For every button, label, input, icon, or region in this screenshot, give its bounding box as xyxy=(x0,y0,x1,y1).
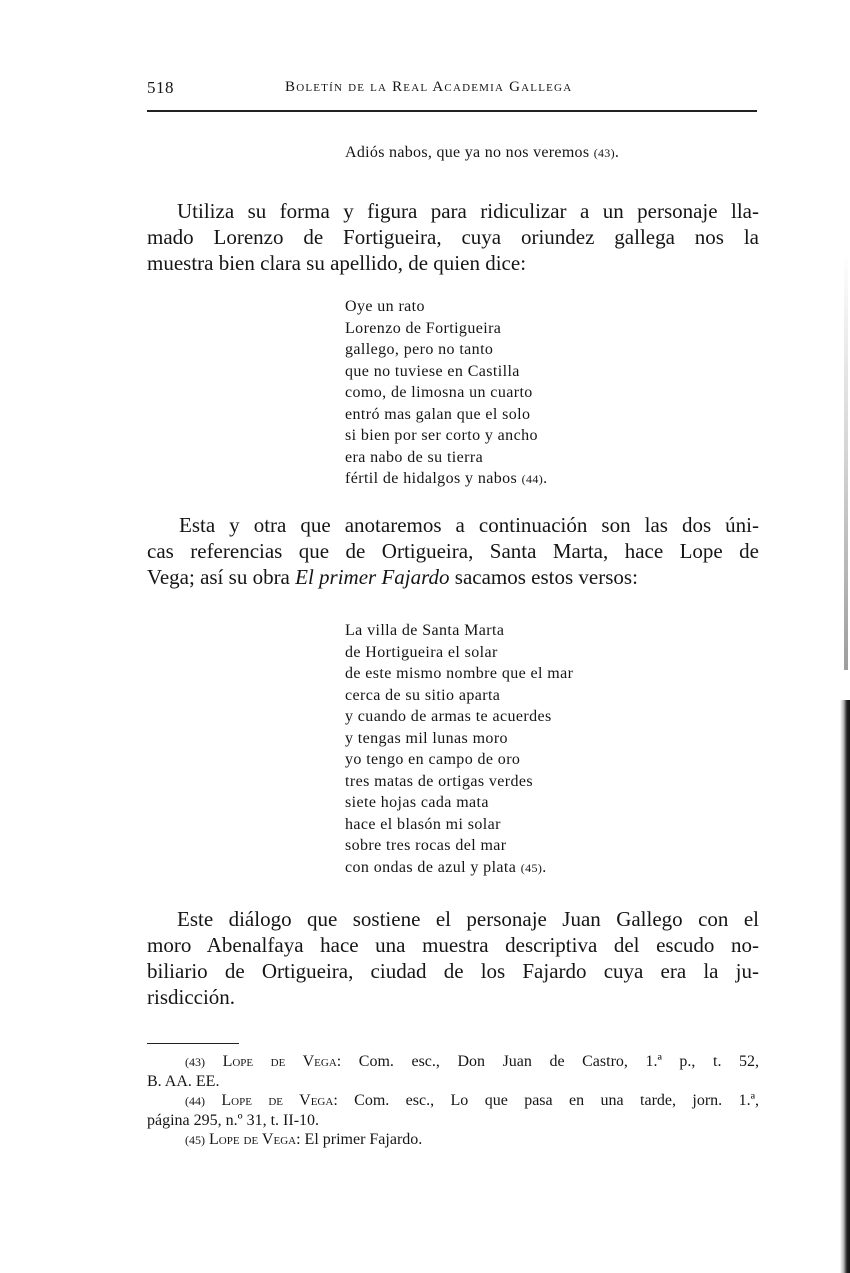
verse-1-line: fértil de hidalgos y nabos xyxy=(345,470,518,487)
verse-2-line: La villa de Santa Marta xyxy=(345,622,505,639)
verse-2-line: sobre tres rocas del mar xyxy=(345,837,507,854)
verse-2-last-line xyxy=(345,857,573,880)
footnote-call-44: (44) xyxy=(521,472,544,486)
quote-text: Adiós nabos, que ya no nos veremos xyxy=(345,144,590,161)
running-title: Boletín de la Real Academia Gallega xyxy=(285,79,573,95)
footnote-text: : Com. esc., Lo que pasa en una tarde, jorn. 1.ª, xyxy=(333,1092,760,1109)
paragraph-3-line-1: Este diálogo que sostiene el personaje Juan Gallego con el xyxy=(177,907,759,931)
verse-1-line: si bien por ser corto y ancho xyxy=(345,427,538,444)
paragraph-1-line-1: Utiliza su forma y figura para ridiculizar a un personaje lla- xyxy=(177,199,759,223)
verse-2-line: hace el blasón mi solar xyxy=(345,815,501,833)
quote-end: . xyxy=(614,144,620,161)
header-rule xyxy=(147,110,757,112)
paragraph-1-line-2: mado Lorenzo de Fortigueira, cuya oriundez gallega nos la xyxy=(147,225,759,249)
footnote-43 xyxy=(147,1052,759,1072)
verse-1 xyxy=(345,296,548,491)
paragraph-3-line-4: risdicción. xyxy=(147,985,236,1009)
footnotes xyxy=(147,1052,759,1150)
footnote-44-continued: página 295, n.º 31, t. II-10. xyxy=(147,1112,320,1129)
verse-1-line: como, de limosna un cuarto xyxy=(345,384,533,401)
footnote-mark: (45) xyxy=(185,1133,205,1147)
footnote-mark: (44) xyxy=(185,1094,205,1108)
paragraph-2-line-3 xyxy=(147,564,759,590)
footnote-text: : El primer Fajardo. xyxy=(296,1131,423,1148)
page-number: 518 xyxy=(147,78,174,97)
paragraph-1 xyxy=(147,198,759,276)
verse-2-line: de Hortigueira el solar xyxy=(345,643,498,661)
paragraph-3-line-3: biliario de Ortigueira, ciudad de los Fajardo cuya era la ju- xyxy=(147,959,759,983)
verse-2-line: y cuando de armas te acuerdes xyxy=(345,708,552,725)
paragraph-2-line-3-after: sacamos estos versos: xyxy=(449,565,638,589)
verse-2-line: tres matas de ortigas verdes xyxy=(345,772,534,790)
paragraph-1-line-3: muestra bien clara su apellido, de quien dice: xyxy=(147,251,527,275)
paragraph-2-line-3-before: Vega; así su obra xyxy=(147,565,296,589)
verse-2-line: con ondas de azul y plata xyxy=(345,858,517,876)
verse-1-line: Lorenzo de Fortigueira xyxy=(345,319,502,337)
work-title: El primer Fajardo xyxy=(295,565,450,589)
footnote-rule xyxy=(147,1043,239,1044)
footnote-45 xyxy=(147,1130,759,1150)
verse-2-line: siete hojas cada mata xyxy=(345,794,489,811)
verse-2-line: de este mismo nombre que el mar xyxy=(345,665,574,682)
page-edge-binding xyxy=(840,700,850,1273)
footnote-author: Lope de Vega xyxy=(209,1131,297,1148)
page-header xyxy=(147,78,757,102)
verse-1-last-line xyxy=(345,468,548,491)
verse-1-line: que no tuviese en Castilla xyxy=(345,362,520,380)
page-edge-shadow xyxy=(844,250,848,670)
footnote-call-45: (45) xyxy=(520,860,543,875)
footnote-author: Lope de Vega xyxy=(222,1053,337,1070)
footnote-mark: (43) xyxy=(185,1055,205,1069)
verse-2-line: y tengas mil lunas moro xyxy=(345,729,508,747)
footnote-43-continued: B. AA. EE. xyxy=(147,1073,220,1090)
verse-2-end: . xyxy=(542,858,547,876)
footnote-text: : Com. esc., Don Juan de Castro, 1.ª p., t. 52, xyxy=(336,1053,760,1070)
verse-1-line: era nabo de su tierra xyxy=(345,448,484,466)
paragraph-2-line-1: Esta y otra que anotaremos a continuación son las dos úni- xyxy=(179,513,759,537)
verse-1-end: . xyxy=(543,470,548,487)
verse-2-line: cerca de su sitio aparta xyxy=(345,686,501,704)
verse-2-line: yo tengo en campo de oro xyxy=(345,751,521,768)
verse-1-line: gallego, pero no tanto xyxy=(345,341,494,358)
footnote-44 xyxy=(147,1091,759,1111)
paragraph-2-line-2: cas referencias que de Ortigueira, Santa Marta, hace Lope de xyxy=(147,539,759,563)
footnote-call-43: (43) xyxy=(593,146,615,160)
verse-1-line: Oye un rato xyxy=(345,298,425,315)
verse-2 xyxy=(345,620,573,879)
paragraph-2 xyxy=(147,512,759,590)
verse-1-line: entró mas galan que el solo xyxy=(345,405,531,423)
paragraph-3 xyxy=(147,906,759,1010)
footnote-author: Lope de Vega xyxy=(221,1092,334,1109)
quote-line xyxy=(345,144,619,162)
paragraph-3-line-2: moro Abenalfaya hace una muestra descriptiva del escudo no- xyxy=(147,933,759,957)
